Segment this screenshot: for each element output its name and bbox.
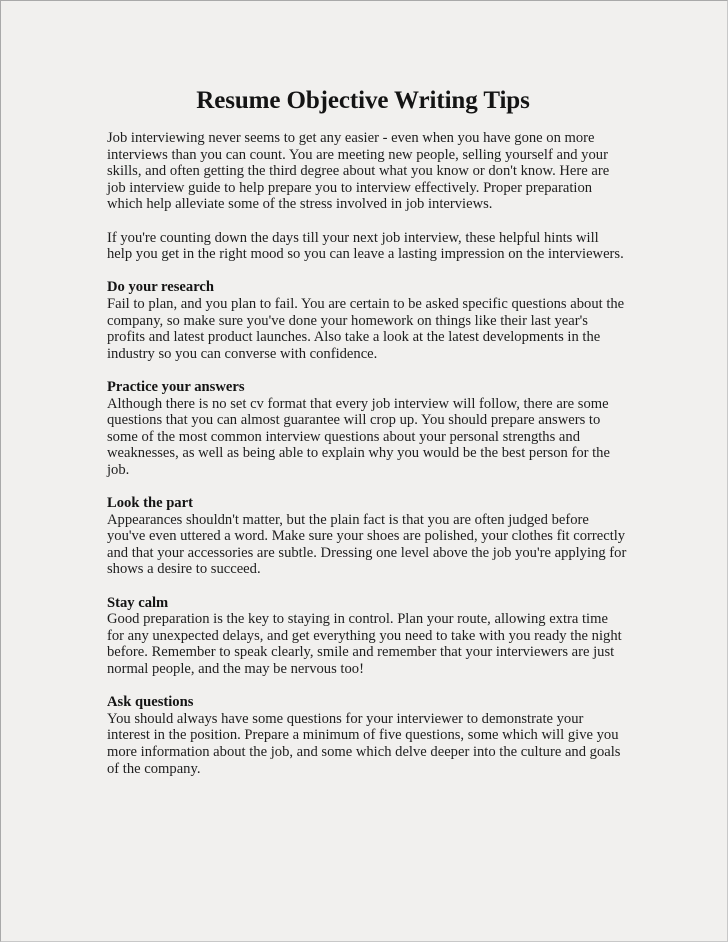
- document-page: [107, 86, 627, 794]
- section-practice-your-answers: [107, 379, 627, 479]
- section-body: Fail to plan, and you plan to fail. You are certain to be asked specific questions about the company, so make sure you've done your homework on things like their last year's profits and latest product launches. Also take a look at the latest developments in the industry so you can converse with confidence.: [107, 295, 625, 362]
- section-body: You should always have some questions for your interviewer to demonstrate your interest in the position. Prepare a minimum of five questions, some which will give you more information about the job, and some which delve deeper into the culture and goals of the company.: [107, 710, 621, 777]
- section-do-your-research: [107, 279, 627, 362]
- section-heading: Do your research: [107, 279, 215, 296]
- section-ask-questions: [107, 694, 627, 777]
- section-heading: Ask questions: [107, 694, 194, 711]
- section-look-the-part: [107, 495, 627, 578]
- section-body: Appearances shouldn't matter, but the plain fact is that you are often judged before you've even uttered a word. Make sure your shoes are polished, your clothes fit correctly and that your accessories are subtle. Dressing one level above the job you're applying for shows a desire to succeed.: [107, 511, 627, 578]
- section-heading: Look the part: [107, 495, 193, 512]
- section-body: Good preparation is the key to staying in control. Plan your route, allowing extra time for any unexpected delays, and get everything you need to take with you ready the night before. Remember to speak clearly, smile and remember that your interviewers are just normal people, and the may be nervous too!: [107, 611, 622, 677]
- section-heading: Practice your answers: [107, 378, 245, 395]
- intro-paragraph-1: Job interviewing never seems to get any easier - even when you have gone on more interviews than you can count. You are meeting new people, selling yourself and your skills, and often getting the third degree about what you know or don't know. Here are job interview guide to help prepare you to interview effectively. Proper preparation which help alleviate some of the stress involved in job interviews.: [107, 130, 610, 213]
- section-heading: Stay calm: [107, 594, 169, 611]
- section-body: Although there is no set cv format that every job interview will follow, there are some questions that you can almost guarantee will crop up. You should prepare answers to some of the most common interview questions about your personal strengths and weaknesses, as well as being able to explain why you would be the best person for the job.: [107, 395, 610, 478]
- intro-paragraph-2: If you're counting down the days till your next job interview, these helpful hints will help you get in the right mood so you can leave a lasting impression on the interviewers.: [107, 229, 624, 263]
- section-stay-calm: [107, 595, 627, 678]
- document-title: Resume Objective Writing Tips: [196, 87, 530, 114]
